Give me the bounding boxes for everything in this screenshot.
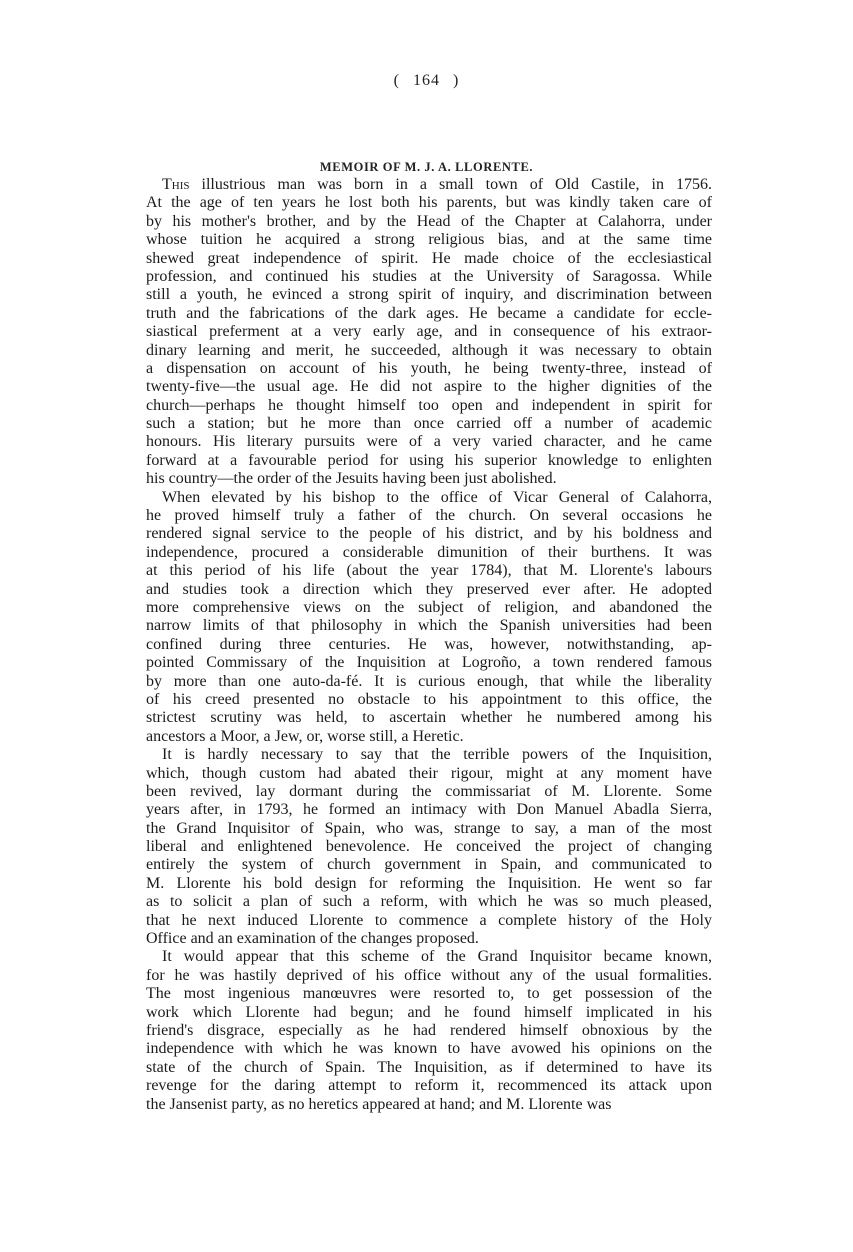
text-line [146, 985, 712, 1003]
text-line [146, 820, 712, 838]
line-text: M. Llorente his bold design for reforming the Inquisition. He went so far [146, 874, 712, 892]
line-text: The most ingenious manœuvres were resorted to, to get possession of the [146, 985, 712, 1003]
paragraph [146, 176, 712, 489]
line-text: which, though custom had abated their rigour, might at any moment have [146, 764, 712, 782]
text-line [146, 673, 712, 691]
text-line [146, 581, 712, 599]
line-text: as to solicit a plan of such a reform, with which he was so much pleased, [146, 893, 712, 911]
text-line [146, 397, 712, 415]
text-line [146, 452, 712, 470]
line-text: still a youth, he evinced a strong spirit of inquiry, and discrimination between [146, 286, 712, 304]
line-text: independence, procured a considerable dimunition of their burthens. It was [146, 543, 712, 561]
text-line [146, 948, 712, 966]
text-line [146, 1059, 712, 1077]
paragraph [146, 746, 712, 948]
line-text: of his creed presented no obstacle to his appointment to this office, the [146, 690, 712, 708]
line-text: entirely the system of church government in Spain, and communicated to [146, 856, 712, 874]
text-line [146, 654, 712, 672]
line-text: revenge for the daring attempt to reform it, recommenced its attack upon [146, 1077, 712, 1095]
text-line [146, 838, 712, 856]
line-text: years after, in 1793, he formed an intimacy with Don Manuel Abadla Sierra, [146, 801, 712, 819]
text-line [146, 912, 712, 930]
line-text: illustrious man was born in a small town of Old Castile, in 1756. [189, 176, 712, 193]
line-text: friend's disgrace, especially as he had rendered himself obnoxious by the [146, 1021, 712, 1039]
text-line [146, 250, 712, 268]
line-text: ancestors a Moor, a Jew, or, worse still, a Heretic. [146, 727, 464, 745]
line-text: he proved himself truly a father of the church. On several occasions he [146, 507, 712, 525]
line-text: twenty-five—the usual age. He did not aspire to the higher dignities of the [146, 378, 712, 396]
line-text: It would appear that this scheme of the Grand Inquisitor became known, [162, 948, 712, 966]
text-line [146, 323, 712, 341]
line-text: pointed Commissary of the Inquisition at Logroño, a town rendered famous [146, 654, 712, 672]
line-text: that he next induced Llorente to commence a complete history of the Holy [146, 911, 712, 929]
text-line [146, 691, 712, 709]
line-text: more comprehensive views on the subject of religion, and abandoned the [146, 598, 712, 616]
line-text: When elevated by his bishop to the office of Vicar General of Calahorra, [162, 488, 712, 506]
text-line [146, 856, 712, 874]
text-line [146, 305, 712, 323]
text-line [146, 562, 712, 580]
line-text: whose tuition he acquired a strong religious bias, and at the same time [146, 231, 712, 249]
text-line [146, 378, 712, 396]
text-line [146, 636, 712, 654]
line-text: his country—the order of the Jesuits having been just abolished. [146, 470, 557, 488]
line-text: at this period of his life (about the year 1784), that M. Llorente's labours [146, 562, 712, 580]
text-line [146, 176, 712, 194]
text-line [146, 1077, 712, 1095]
line-text: by his mother's brother, and by the Head of the Chapter at Calahorra, under [146, 212, 712, 230]
line-text: shewed great independence of spirit. He made choice of the ecclesiastical [146, 249, 712, 267]
lead-word: This [162, 176, 190, 193]
text-line [146, 507, 712, 525]
text-line [146, 930, 712, 948]
line-text: strictest scrutiny was held, to ascertain whether he numbered among his [146, 709, 712, 727]
line-text: and studies took a direction which they preserved ever after. He adopted [146, 580, 712, 598]
line-text: liberal and enlightened benevolence. He conceived the project of changing [146, 838, 712, 856]
line-text: At the age of ten years he lost both his parents, but was kindly taken care of [146, 194, 712, 212]
line-text: a dispensation on account of his youth, he being twenty-three, instead of [146, 359, 712, 377]
text-line [146, 709, 712, 727]
text-line [146, 1096, 712, 1114]
line-text: work which Llorente had begun; and he found himself implicated in his [146, 1003, 712, 1021]
text-line [146, 213, 712, 231]
line-text: independence with which he was known to have avowed his opinions on the [146, 1040, 712, 1058]
body-text [146, 176, 712, 1114]
line-text: the Grand Inquisitor of Spain, who was, strange to say, a man of the most [146, 819, 712, 837]
line-text: It is hardly necessary to say that the terrible powers of the Inquisition, [162, 746, 712, 764]
text-line [146, 765, 712, 783]
text-line [146, 1040, 712, 1058]
line-text: narrow limits of that philosophy in which the Spanish universities had been [146, 617, 712, 635]
line-text: dinary learning and merit, he succeeded, although it was necessary to obtain [146, 341, 712, 359]
text-line [146, 489, 712, 507]
line-text: forward at a favourable period for using his superior knowledge to enlighten [146, 451, 712, 469]
line-text: for he was hastily deprived of his office without any of the usual formalities. [146, 966, 712, 984]
page-number: ( 164 ) [393, 72, 460, 89]
text-line [146, 194, 712, 212]
text-line [146, 544, 712, 562]
text-line [146, 801, 712, 819]
line-text: siastical preferment at a very early age, and in consequence of his extraor- [146, 323, 712, 341]
text-line [146, 1022, 712, 1040]
line-text: rendered signal service to the people of his district, and by his boldness and [146, 525, 712, 543]
text-line [146, 231, 712, 249]
text-line [146, 470, 712, 488]
line-text: by more than one auto-da-fé. It is curious enough, that while the liberality [146, 672, 712, 690]
text-line [146, 360, 712, 378]
text-line [146, 599, 712, 617]
text-line [146, 286, 712, 304]
text-line [146, 893, 712, 911]
text-line [146, 783, 712, 801]
line-text: been revived, lay dormant during the commissariat of M. Llorente. Some [146, 782, 712, 800]
line-text: state of the church of Spain. The Inquisition, as if determined to have its [146, 1058, 712, 1076]
text-line [146, 617, 712, 635]
text-line [146, 342, 712, 360]
text-line [146, 746, 712, 764]
memoir-title: MEMOIR OF M. J. A. LLORENTE. [319, 160, 534, 174]
text-line [146, 525, 712, 543]
line-text: profession, and continued his studies at the University of Saragossa. While [146, 267, 712, 285]
text-line [146, 268, 712, 286]
text-line [146, 415, 712, 433]
line-text: such a station; but he more than once carried off a number of academic [146, 415, 712, 433]
paragraph [146, 489, 712, 746]
line-text: the Jansenist party, as no heretics appeared at hand; and M. Llorente was [146, 1095, 612, 1113]
text-line [146, 728, 712, 746]
text-line [146, 875, 712, 893]
line-text: honours. His literary pursuits were of a very varied character, and he came [146, 433, 712, 451]
line-text: Office and an examination of the changes proposed. [146, 930, 479, 948]
line-text: truth and the fabrications of the dark ages. He became a candidate for eccle- [146, 304, 712, 322]
line-text: church—perhaps he thought himself too open and independent in spirit for [146, 396, 712, 414]
line-text: confined during three centuries. He was, however, notwithstanding, ap- [146, 635, 712, 653]
text-line [146, 967, 712, 985]
paragraph [146, 948, 712, 1114]
text-line [146, 1004, 712, 1022]
text-line [146, 433, 712, 451]
